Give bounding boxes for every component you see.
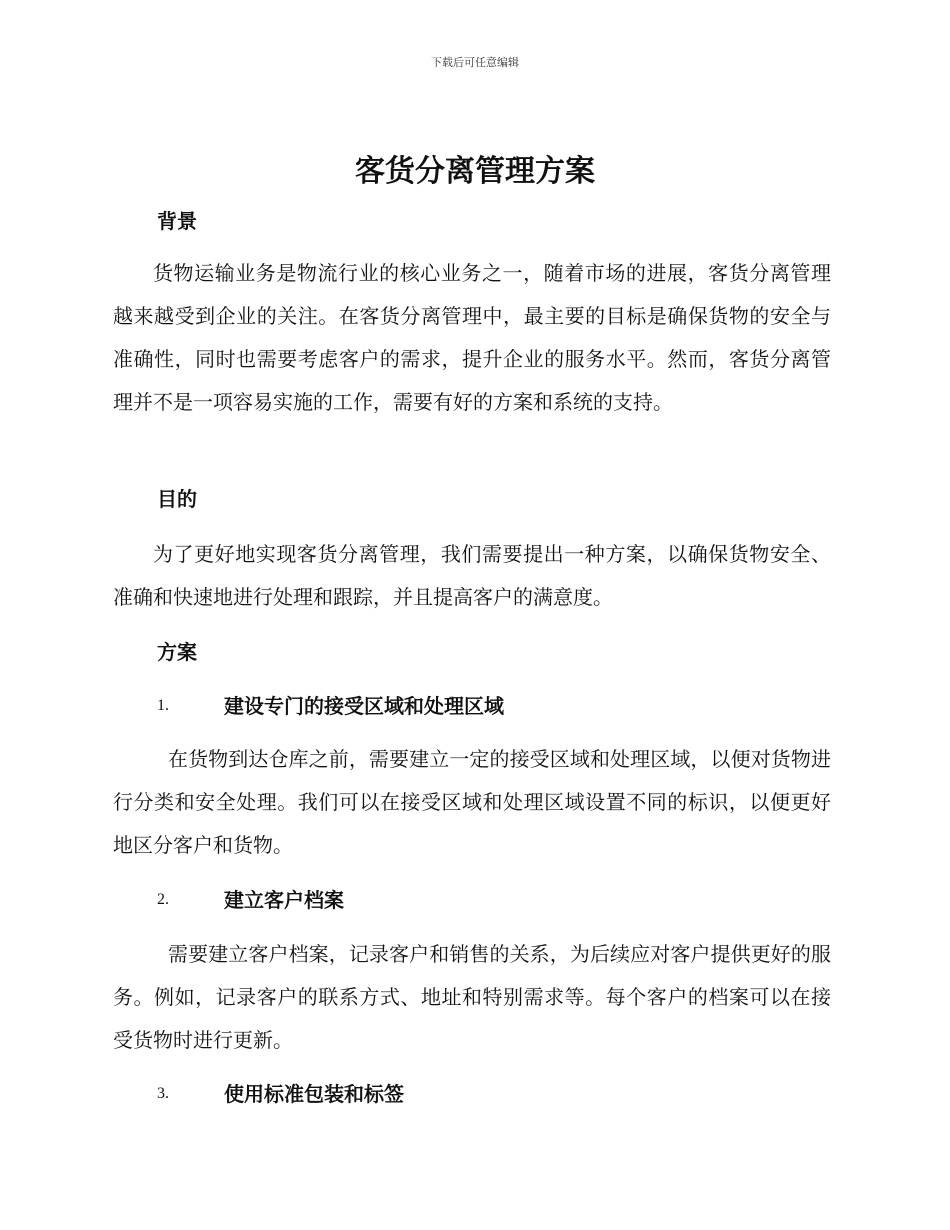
plan-item-3-number: 3. <box>157 1085 169 1102</box>
section-heading-background: 背景 <box>157 209 197 233</box>
section-heading-purpose: 目的 <box>157 487 197 511</box>
plan-item-3-heading <box>157 1079 757 1109</box>
plan-item-1-title: 建设专门的接受区域和处理区域 <box>224 694 504 718</box>
plan-item-1-heading <box>157 691 757 721</box>
plan-item-1-number: 1. <box>157 697 169 714</box>
plan-item-2-paragraph: 需要建立客户档案，记录客户和销售的关系，为后续应对客户提供更好的服务。例如，记录客户的联系方式、地址和特别需求等。每个客户的档案可以在接受货物时进行更新。 <box>113 942 831 1052</box>
plan-item-3-title: 使用标准包装和标签 <box>224 1082 404 1106</box>
page-title: 客货分离管理方案 <box>355 154 595 189</box>
plan-item-2-heading <box>157 885 757 915</box>
header-note: 下载后可任意编辑 <box>431 56 519 69</box>
plan-item-2-title: 建立客户档案 <box>224 888 344 912</box>
purpose-paragraph: 为了更好地实现客货分离管理，我们需要提出一种方案，以确保货物安全、准确和快速地进行处理和跟踪，并且提高客户的满意度。 <box>113 542 831 609</box>
section-heading-plan: 方案 <box>157 640 197 664</box>
plan-item-1-paragraph: 在货物到达仓库之前，需要建立一定的接受区域和处理区域，以便对货物进行分类和安全处理。我们可以在接受区域和处理区域设置不同的标识，以便更好地区分客户和货物。 <box>113 747 831 857</box>
plan-item-2-number: 2. <box>157 891 169 908</box>
background-paragraph: 货物运输业务是物流行业的核心业务之一，随着市场的进展，客货分离管理越来越受到企业的关注。在客货分离管理中，最主要的目标是确保货物的安全与准确性，同时也需要考虑客户的需求，提升企业的服务水平。然而，客货分离管理并不是一项容易实施的工作，需要有好的方案和系统的支持。 <box>113 261 831 414</box>
